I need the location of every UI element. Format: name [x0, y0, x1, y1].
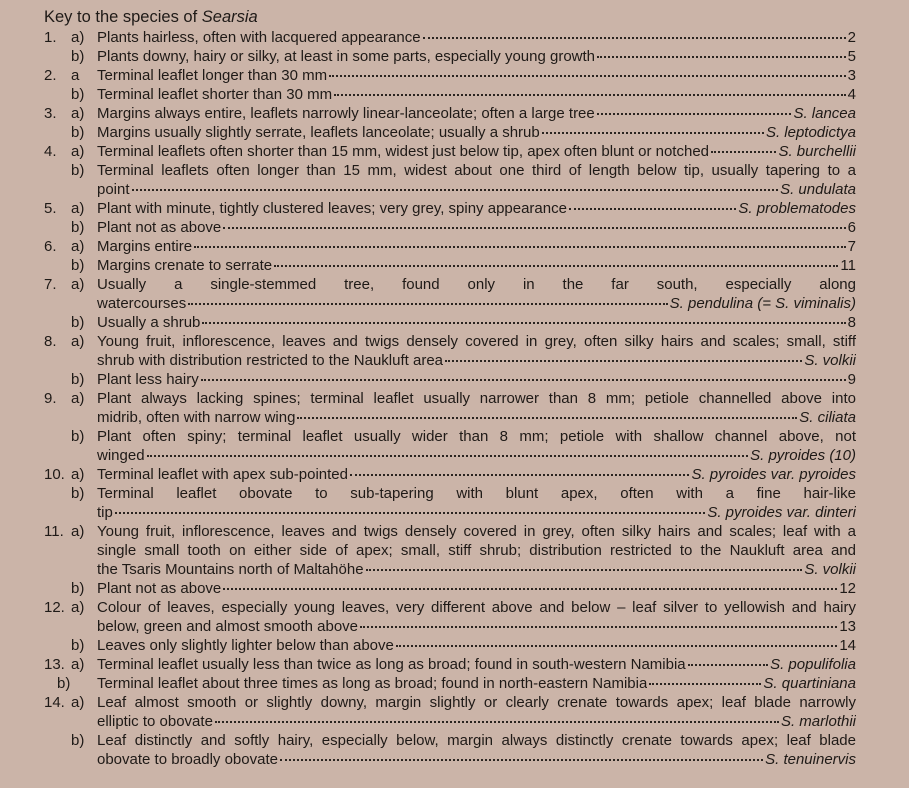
- goto-couplet: 9: [847, 371, 856, 388]
- lead-last-line: [97, 370, 856, 389]
- couplet-number: 3.: [44, 105, 57, 122]
- lead-text: [97, 237, 856, 256]
- goto-couplet: 12: [839, 580, 856, 597]
- lead-line-text: below, green and almost smooth above: [97, 618, 358, 635]
- lead-label: a): [71, 238, 85, 255]
- lead-line-text: Leaf distinctly and softly hairy, especially below, margin always distinctly crenate towards apex; leaf blade: [97, 732, 856, 749]
- lead-text: [97, 389, 856, 427]
- lead-text: [97, 465, 856, 484]
- lead-line-text: tip: [97, 504, 113, 521]
- key-lead: [44, 655, 856, 674]
- lead-line-text: Terminal leaflet with apex sub-pointed: [97, 466, 348, 483]
- lead-text: [97, 66, 856, 85]
- lead-last-line: [97, 199, 856, 218]
- leader-dots: [711, 150, 776, 153]
- lead-label: b): [71, 485, 85, 502]
- lead-label: b): [71, 314, 85, 331]
- lead-line-text: obovate to broadly obovate: [97, 751, 278, 768]
- couplet-number: 4.: [44, 143, 57, 160]
- leader-dots: [274, 264, 838, 267]
- lead-text: [97, 522, 856, 579]
- lead-label: b): [71, 637, 85, 654]
- key-lead: [44, 484, 856, 522]
- lead-text: [97, 636, 856, 655]
- leader-dots: [350, 473, 689, 476]
- key-lead: [44, 237, 856, 256]
- couplet-number: 12.: [44, 599, 65, 616]
- lead-last-line: [97, 617, 856, 636]
- leader-dots: [649, 682, 761, 685]
- key-lead: [44, 161, 856, 199]
- leader-dots: [202, 321, 845, 324]
- couplet-number: 9.: [44, 390, 57, 407]
- key-lead: [44, 332, 856, 370]
- couplet-number: 14.: [44, 694, 65, 711]
- key-lead: [44, 199, 856, 218]
- goto-couplet: 7: [847, 238, 856, 255]
- lead-label: b): [71, 428, 85, 445]
- lead-line-text: the Tsaris Mountains north of Maltahöhe: [97, 561, 364, 578]
- lead-label: a): [71, 390, 85, 407]
- lead-text: [97, 674, 856, 693]
- species-result: S. volkii: [804, 352, 856, 369]
- lead-label: a): [71, 276, 85, 293]
- leader-dots: [329, 74, 846, 77]
- couplet-number: 1.: [44, 29, 57, 46]
- lead-label: b): [71, 732, 85, 749]
- lead-last-line: [97, 674, 856, 693]
- species-result: S. lancea: [793, 105, 856, 122]
- lead-line: [97, 541, 856, 560]
- key-lead: [44, 142, 856, 161]
- goto-couplet: 13: [839, 618, 856, 635]
- lead-line: [97, 427, 856, 446]
- lead-line-text: Leaves only slightly lighter below than above: [97, 637, 394, 654]
- lead-line-text: Plants downy, hairy or silky, at least in some parts, especially young growth: [97, 48, 596, 65]
- lead-line-text: Plants hairless, often with lacquered appearance: [97, 29, 421, 46]
- lead-text: [97, 218, 856, 237]
- lead-line-text: Plant not as above: [97, 219, 222, 236]
- species-result: S. leptodictya: [765, 124, 856, 141]
- leader-dots: [334, 93, 846, 96]
- lead-line: [97, 161, 856, 180]
- lead-line-text: Margins always entire, leaflets narrowly linear-lanceolate; often a large tree: [97, 105, 595, 122]
- lead-line-text: Young fruit, inflorescence, leaves and twigs densely covered in grey, often silky hairs and scales; small, stiff: [97, 333, 856, 350]
- lead-text: [97, 332, 856, 370]
- lead-text: [97, 731, 856, 769]
- lead-line-text: Plant less hairy: [97, 371, 199, 388]
- lead-last-line: [97, 465, 856, 484]
- leader-dots: [423, 36, 846, 39]
- key-lead: [44, 28, 856, 47]
- lead-line-text: Plant with minute, tightly clustered leaves; very grey, spiny appearance: [97, 200, 567, 217]
- goto-couplet: 6: [847, 219, 856, 236]
- lead-line-text: Usually a shrub: [97, 314, 201, 331]
- lead-line-text: Terminal leaflet usually less than twice as long as broad; found in south-western Namibia: [97, 656, 686, 673]
- couplet-number: 6.: [44, 238, 57, 255]
- lead-text: [97, 47, 856, 66]
- species-result: S. problematodes: [738, 200, 856, 217]
- lead-label: a): [71, 200, 85, 217]
- leader-dots: [445, 359, 802, 362]
- lead-label: a): [71, 105, 85, 122]
- key-lead: [44, 123, 856, 142]
- lead-text: [97, 28, 856, 47]
- goto-couplet: 8: [847, 314, 856, 331]
- leader-dots: [223, 226, 845, 229]
- leader-dots: [188, 302, 667, 305]
- lead-last-line: [97, 28, 856, 47]
- species-result: S. undulata: [780, 181, 856, 198]
- lead-line-text: Leaf almost smooth or slightly downy, margin slightly or clearly crenate towards apex; leaf blade narrowly: [97, 694, 856, 711]
- key-lead: [44, 47, 856, 66]
- lead-label: b): [71, 580, 85, 597]
- goto-couplet: 5: [847, 48, 856, 65]
- key-lead: [44, 66, 856, 85]
- lead-line-text: Margins entire: [97, 238, 193, 255]
- lead-label: a): [71, 333, 85, 350]
- leader-dots: [115, 511, 705, 514]
- key-lead: [44, 389, 856, 427]
- lead-text: [97, 199, 856, 218]
- leader-dots: [147, 454, 749, 457]
- lead-text: [97, 313, 856, 332]
- couplet-number: 10.: [44, 466, 65, 483]
- lead-line-text: Margins crenate to serrate: [97, 257, 273, 274]
- species-result: S. burchellii: [778, 143, 856, 160]
- lead-line: [97, 389, 856, 408]
- lead-text: [97, 484, 856, 522]
- species-result: S. pendulina (= S. viminalis): [669, 295, 856, 312]
- lead-text: [97, 104, 856, 123]
- lead-label: a: [71, 67, 80, 84]
- lead-line-text: single small tooth on either side of apex; small, stiff shrub; distribution restricted to the Naukluft area and: [97, 542, 856, 559]
- lead-text: [97, 256, 856, 275]
- lead-line: [97, 484, 856, 503]
- key-lead: [44, 218, 856, 237]
- leader-dots: [366, 568, 803, 571]
- leader-dots: [597, 55, 846, 58]
- lead-line: [97, 598, 856, 617]
- key-lead: [44, 104, 856, 123]
- key-title-prefix: Key to the species of: [44, 8, 202, 26]
- goto-couplet: 14: [839, 637, 856, 654]
- key-title-genus: Searsia: [201, 8, 258, 26]
- lead-text: [97, 123, 856, 142]
- lead-last-line: [97, 655, 856, 674]
- lead-line: [97, 731, 856, 750]
- lead-line-text: winged: [97, 447, 145, 464]
- leader-dots: [132, 188, 779, 191]
- lead-line-text: Usually a single-stemmed tree, found only in the far south, especially along: [97, 276, 856, 293]
- leader-dots: [688, 663, 768, 666]
- lead-label: a): [71, 466, 85, 483]
- lead-last-line: [97, 123, 856, 142]
- lead-line-text: Terminal leaflet longer than 30 mm: [97, 67, 328, 84]
- lead-last-line: [97, 503, 856, 522]
- lead-last-line: [97, 142, 856, 161]
- species-result: S. volkii: [804, 561, 856, 578]
- leader-dots: [280, 758, 763, 761]
- lead-line-text: Plant often spiny; terminal leaflet usually wider than 8 mm; petiole with shallow channel above, not: [97, 428, 856, 445]
- goto-couplet: 3: [847, 67, 856, 84]
- lead-line: [97, 693, 856, 712]
- key-lead: [44, 731, 856, 769]
- key-lead: [44, 313, 856, 332]
- lead-last-line: [97, 237, 856, 256]
- lead-text: [97, 427, 856, 465]
- goto-couplet: 11: [840, 257, 856, 274]
- species-result: S. quartiniana: [763, 675, 856, 692]
- lead-line-text: shrub with distribution restricted to the Naukluft area: [97, 352, 444, 369]
- lead-label: b): [57, 675, 71, 692]
- lead-line-text: point: [97, 181, 130, 198]
- key-lead: [44, 579, 856, 598]
- goto-couplet: 4: [847, 86, 856, 103]
- lead-last-line: [97, 66, 856, 85]
- couplet-number: 13.: [44, 656, 65, 673]
- lead-line-text: Terminal leaflets often longer than 15 mm, widest about one third of length below tip, usually tapering to a: [97, 162, 856, 179]
- lead-text: [97, 142, 856, 161]
- lead-line: [97, 275, 856, 294]
- lead-label: a): [71, 523, 85, 540]
- lead-last-line: [97, 218, 856, 237]
- key-lead: [44, 636, 856, 655]
- lead-label: b): [71, 124, 85, 141]
- species-result: S. populifolia: [770, 656, 856, 673]
- couplet-number: 8.: [44, 333, 57, 350]
- lead-last-line: [97, 104, 856, 123]
- lead-text: [97, 693, 856, 731]
- lead-line-text: Terminal leaflets often shorter than 15 mm, widest just below tip, apex often blunt or notched: [97, 143, 709, 160]
- lead-text: [97, 655, 856, 674]
- species-result: S. marlothii: [780, 713, 856, 730]
- lead-line-text: Plant not as above: [97, 580, 222, 597]
- lead-last-line: [97, 750, 856, 769]
- lead-label: b): [71, 371, 85, 388]
- lead-line-text: Terminal leaflet obovate to sub-tapering with blunt apex, often with a fine hair-like: [97, 485, 856, 502]
- lead-text: [97, 598, 856, 636]
- lead-last-line: [97, 85, 856, 104]
- lead-label: a): [71, 694, 85, 711]
- lead-last-line: [97, 313, 856, 332]
- lead-label: a): [71, 29, 85, 46]
- lead-label: b): [71, 257, 85, 274]
- key-lead: [44, 370, 856, 389]
- lead-last-line: [97, 294, 856, 313]
- lead-line-text: elliptic to obovate: [97, 713, 213, 730]
- leader-dots: [223, 587, 837, 590]
- lead-text: [97, 275, 856, 313]
- lead-last-line: [97, 636, 856, 655]
- lead-last-line: [97, 408, 856, 427]
- lead-last-line: [97, 579, 856, 598]
- couplet-number: 7.: [44, 276, 57, 293]
- leader-dots: [215, 720, 779, 723]
- species-result: S. ciliata: [799, 409, 856, 426]
- couplet-number: 5.: [44, 200, 57, 217]
- couplet-number: 2.: [44, 67, 57, 84]
- lead-last-line: [97, 180, 856, 199]
- lead-last-line: [97, 351, 856, 370]
- lead-line-text: watercourses: [97, 295, 187, 312]
- couplet-number: 11.: [44, 523, 64, 540]
- lead-label: a): [71, 656, 85, 673]
- identification-key: [44, 28, 856, 769]
- leader-dots: [201, 378, 846, 381]
- species-result: S. pyroides var. dinteri: [707, 504, 856, 521]
- leader-dots: [194, 245, 846, 248]
- key-title: [44, 6, 856, 28]
- lead-last-line: [97, 256, 856, 275]
- key-lead: [44, 522, 856, 579]
- lead-line: [97, 332, 856, 351]
- leader-dots: [297, 416, 797, 419]
- lead-line-text: Young fruit, inflorescence, leaves and twigs densely covered in grey, often silky hairs and scales; leaf with a: [97, 523, 856, 540]
- lead-line-text: Margins usually slightly serrate, leaflets lanceolate; usually a shrub: [97, 124, 540, 141]
- lead-label: a): [71, 143, 85, 160]
- lead-label: b): [71, 219, 85, 236]
- lead-line-text: Terminal leaflet about three times as long as broad; found in north-eastern Namibia: [97, 675, 648, 692]
- lead-label: b): [71, 162, 85, 179]
- key-lead: [44, 693, 856, 731]
- key-lead: [44, 427, 856, 465]
- lead-last-line: [97, 712, 856, 731]
- species-result: S. pyroides (10): [750, 447, 856, 464]
- leader-dots: [396, 644, 837, 647]
- key-lead: [44, 275, 856, 313]
- lead-label: b): [71, 48, 85, 65]
- lead-line-text: midrib, often with narrow wing: [97, 409, 296, 426]
- species-result: S. pyroides var. pyroides: [691, 466, 856, 483]
- lead-last-line: [97, 47, 856, 66]
- lead-line-text: Terminal leaflet shorter than 30 mm: [97, 86, 333, 103]
- key-lead: [44, 85, 856, 104]
- goto-couplet: 2: [847, 29, 856, 46]
- lead-label: b): [71, 86, 85, 103]
- lead-label: a): [71, 599, 85, 616]
- lead-last-line: [97, 560, 856, 579]
- leader-dots: [569, 207, 736, 210]
- key-lead: [44, 256, 856, 275]
- lead-line-text: Colour of leaves, especially young leaves, very different above and below – leaf silver to yellowish and hairy: [97, 599, 856, 616]
- lead-line-text: Plant always lacking spines; terminal leaflet usually narrower than 8 mm; petiole channelled above into: [97, 390, 856, 407]
- key-lead: [44, 465, 856, 484]
- leader-dots: [542, 131, 764, 134]
- key-lead: [44, 674, 856, 693]
- species-result: S. tenuinervis: [765, 751, 856, 768]
- lead-line: [97, 522, 856, 541]
- lead-text: [97, 161, 856, 199]
- key-lead: [44, 598, 856, 636]
- lead-text: [97, 370, 856, 389]
- leader-dots: [597, 112, 792, 115]
- lead-last-line: [97, 446, 856, 465]
- lead-text: [97, 579, 856, 598]
- leader-dots: [360, 625, 837, 628]
- lead-text: [97, 85, 856, 104]
